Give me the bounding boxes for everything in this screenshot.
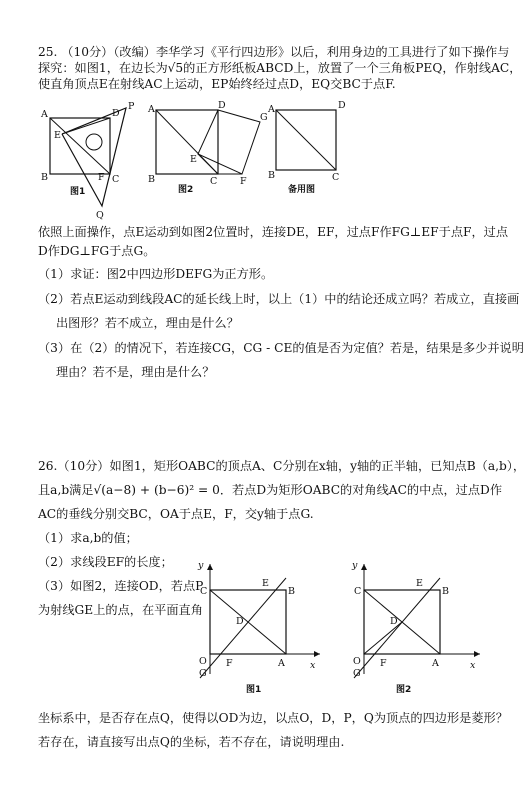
label-E: E [54, 130, 61, 141]
q26-line-3: AC的垂线分别交BC，OA于点E，F，交y轴于点G. [38, 507, 314, 521]
q25-part-3: （3）在（2）的情况下，若连接CG，CG - CE的值是否为定值？若是，结果是多少并说明 [38, 341, 524, 355]
q26-line-1: 26.（10分）如图1，矩形OABC的顶点A、C分别在x轴，y轴的正半轴，已知点B（a,b）， [38, 459, 526, 473]
svg-text:B: B [268, 170, 275, 181]
q26-part-3-cont: 为射线GE上的点，在平面直角 [38, 603, 203, 617]
q26-figures [190, 556, 510, 706]
q25-part-3-cont: 理由？若不是，理由是什么？ [56, 365, 215, 379]
svg-text:y: y [352, 560, 358, 571]
q26-part-2: （2）求线段EF的长度； [38, 555, 173, 569]
q26-figure-1 [197, 560, 320, 695]
svg-text:B: B [148, 174, 155, 185]
svg-text:x: x [310, 660, 316, 671]
caption-fig2: 图2 [178, 185, 194, 195]
svg-text:E: E [190, 154, 197, 165]
q25-figures [36, 100, 506, 220]
svg-text:G: G [260, 112, 268, 123]
q25-line-2: 探究：如图1，在边长为√5的正方形纸板ABCD上，放置了一个三角板PEQ，作射线AC， [38, 61, 522, 75]
caption-q26-fig2: 图2 [396, 685, 412, 695]
q25-part-1: （1）求证：图2中四边形DEFG为正方形。 [38, 267, 274, 281]
q25-line-4: 依照上面操作，点E运动到如图2位置时，连接DE，EF，过点F作FG⊥EF于点F，过点 [38, 225, 509, 239]
label-F: F [98, 172, 105, 183]
svg-text:A: A [268, 104, 275, 115]
label-A: A [41, 109, 48, 120]
svg-text:A: A [432, 658, 439, 669]
svg-text:F: F [380, 658, 387, 669]
label-B: B [41, 172, 48, 183]
svg-text:D: D [218, 100, 226, 111]
q25-figure-1 [40, 101, 135, 220]
svg-text:E: E [262, 578, 269, 589]
q25-line-1: 25. （10分）（改编）李华学习《平行四边形》以后，利用身边的工具进行了如下操作与 [38, 45, 510, 59]
caption-spare: 备用图 [288, 185, 316, 195]
q25-line-5: D作DG⊥FG于点G。 [38, 244, 156, 258]
q26-line-2: 且a,b满足√(a−8) + (b−6)² = 0．若点D为矩形OABC的对角线AC的中点，过点D作 [38, 483, 503, 497]
svg-text:O: O [353, 656, 361, 667]
svg-text:C: C [354, 586, 362, 597]
label-C: C [112, 174, 120, 185]
svg-text:A: A [278, 658, 285, 669]
label-P: P [128, 101, 135, 112]
caption-q26-fig1: 图1 [246, 685, 262, 695]
label-D: D [112, 108, 120, 119]
svg-text:x: x [470, 660, 476, 671]
svg-text:O: O [199, 656, 207, 667]
q25-figure-2 [147, 100, 268, 195]
svg-text:E: E [416, 578, 423, 589]
svg-text:F: F [240, 176, 247, 187]
svg-text:F: F [226, 658, 233, 669]
q26-part-3: （3）如图2，连接OD，若点P [38, 579, 204, 593]
q25-part-2: （2）若点E运动到线段AC的延长线上时，以上（1）中的结论还成立吗？若成立，直接画 [38, 292, 520, 306]
q25-part-2-cont: 出图形？若不成立，理由是什么？ [56, 316, 239, 330]
q25-line-3: 使直角顶点E在射线AC上运动，EP始终经过点D，EQ交BC于点F. [38, 77, 396, 91]
label-Q: Q [96, 210, 104, 220]
svg-text:C: C [332, 172, 340, 183]
svg-text:G: G [199, 668, 207, 679]
svg-text:y: y [198, 560, 204, 571]
q25-figure-spare [267, 100, 346, 195]
svg-text:D: D [236, 616, 244, 627]
q26-figure-2 [351, 560, 480, 695]
svg-text:D: D [338, 100, 346, 111]
svg-text:B: B [288, 586, 295, 597]
q26-part-3-cont-2: 坐标系中，是否存在点Q，使得以OD为边，以点O，D，P，Q为顶点的四边形是菱形？ [38, 711, 508, 725]
caption-fig1: 图1 [70, 187, 86, 197]
svg-text:A: A [148, 104, 155, 115]
svg-text:G: G [353, 668, 361, 679]
svg-text:C: C [200, 586, 208, 597]
svg-text:C: C [210, 176, 218, 187]
svg-text:B: B [442, 586, 449, 597]
q26-part-1: （1）求a,b的值； [38, 531, 138, 545]
svg-text:D: D [390, 616, 398, 627]
q26-part-3-cont-3: 若存在，请直接写出点Q的坐标，若不存在，请说明理由. [38, 735, 345, 749]
